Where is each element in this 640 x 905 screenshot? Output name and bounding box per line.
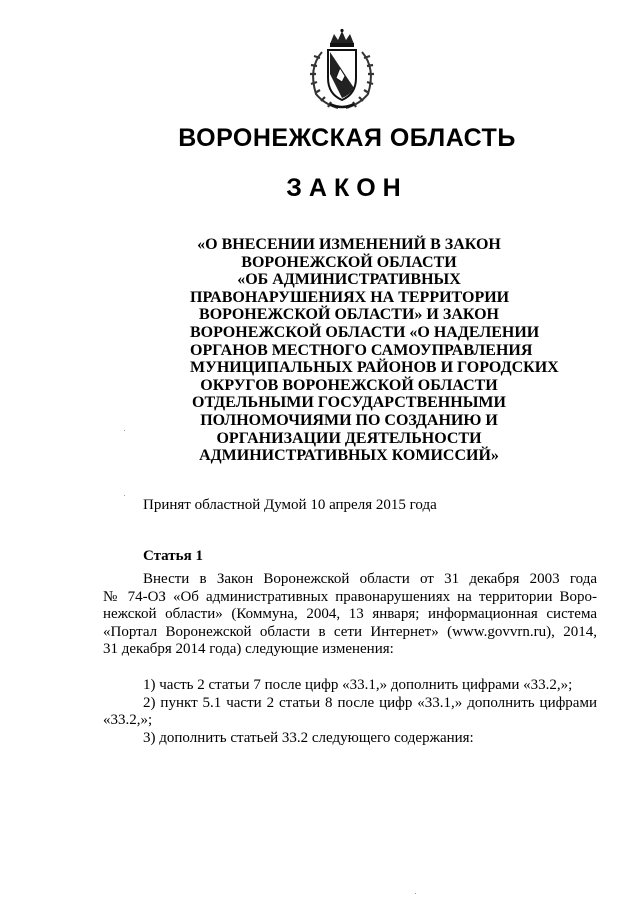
paragraph-line: Внести в Закон Воронежской области от 31 декабря 2003 года — [143, 571, 597, 587]
region-title: ВОРОНЕЖСКАЯ ОБЛАСТЬ — [178, 124, 516, 152]
amendment-item: 3) дополнить статьей 33.2 следующего содержания: — [143, 729, 474, 746]
law-title-line: ПРАВОНАРУШЕНИЯХ НА ТЕРРИТОРИИ — [190, 288, 510, 306]
scan-speck — [124, 430, 125, 431]
scan-speck — [415, 893, 416, 894]
law-title-line: АДМИНИСТРАТИВНЫХ КОМИССИЙ» — [199, 447, 499, 465]
law-title-line: ОРГАНОВ МЕСТНОГО САМОУПРАВЛЕНИЯ — [190, 341, 533, 359]
paragraph-line: нежской области» (Коммуна, 2004, 13 января; информационная система — [103, 606, 597, 623]
law-title — [190, 236, 559, 465]
law-title-line: ВОРОНЕЖСКОЙ ОБЛАСТИ — [241, 253, 457, 271]
article-heading: Статья 1 — [143, 548, 203, 564]
law-title-line: «О ВНЕСЕНИИ ИЗМЕНЕНИЙ В ЗАКОН — [197, 236, 501, 253]
article-intro-paragraph — [103, 571, 597, 659]
law-title-line: МУНИЦИПАЛЬНЫХ РАЙОНОВ И ГОРОДСКИХ — [190, 359, 559, 377]
law-title-line: «ОБ АДМИНИСТРАТИВНЫХ — [237, 271, 461, 289]
paragraph-line: № 74-ОЗ «Об административных правонарушениях на территории Воро- — [103, 588, 597, 605]
law-title-line: ОТДЕЛЬНЫМИ ГОСУДАРСТВЕННЫМИ — [192, 394, 506, 412]
amendment-item: 1) часть 2 статьи 7 после цифр «33.1,» дополнить цифрами «33.2,»; — [143, 677, 573, 693]
law-title-line: ВОРОНЕЖСКОЙ ОБЛАСТИ «О НАДЕЛЕНИИ — [190, 323, 540, 341]
amendment-list — [103, 677, 597, 747]
law-title-line: ОРГАНИЗАЦИИ ДЕЯТЕЛЬНОСТИ — [216, 429, 482, 447]
amendment-item: 2) пункт 5.1 части 2 статьи 8 после цифр «33.1,» дополнить цифрами — [143, 694, 597, 711]
paragraph-line: «Портал Воронежской области в сети Интернет» (www.govvrn.ru), 2014, — [103, 623, 597, 640]
amendment-item-continuation: «33.2,»; — [103, 712, 153, 729]
law-title-line: ОКРУГОВ ВОРОНЕЖСКОЙ ОБЛАСТИ — [200, 376, 498, 394]
paragraph-line: 31 декабря 2014 года) следующие изменения: — [103, 641, 394, 658]
law-title-line: ПОЛНОМОЧИЯМИ ПО СОЗДАНИЮ И — [200, 411, 498, 429]
adoption-note: Принят областной Думой 10 апреля 2015 года — [143, 497, 437, 513]
coat-of-arms-icon — [300, 28, 384, 112]
scan-speck — [124, 495, 125, 496]
law-title-line: ВОРОНЕЖСКОЙ ОБЛАСТИ» И ЗАКОН — [199, 306, 499, 324]
document-type-heading: ЗАКОН — [286, 174, 408, 202]
